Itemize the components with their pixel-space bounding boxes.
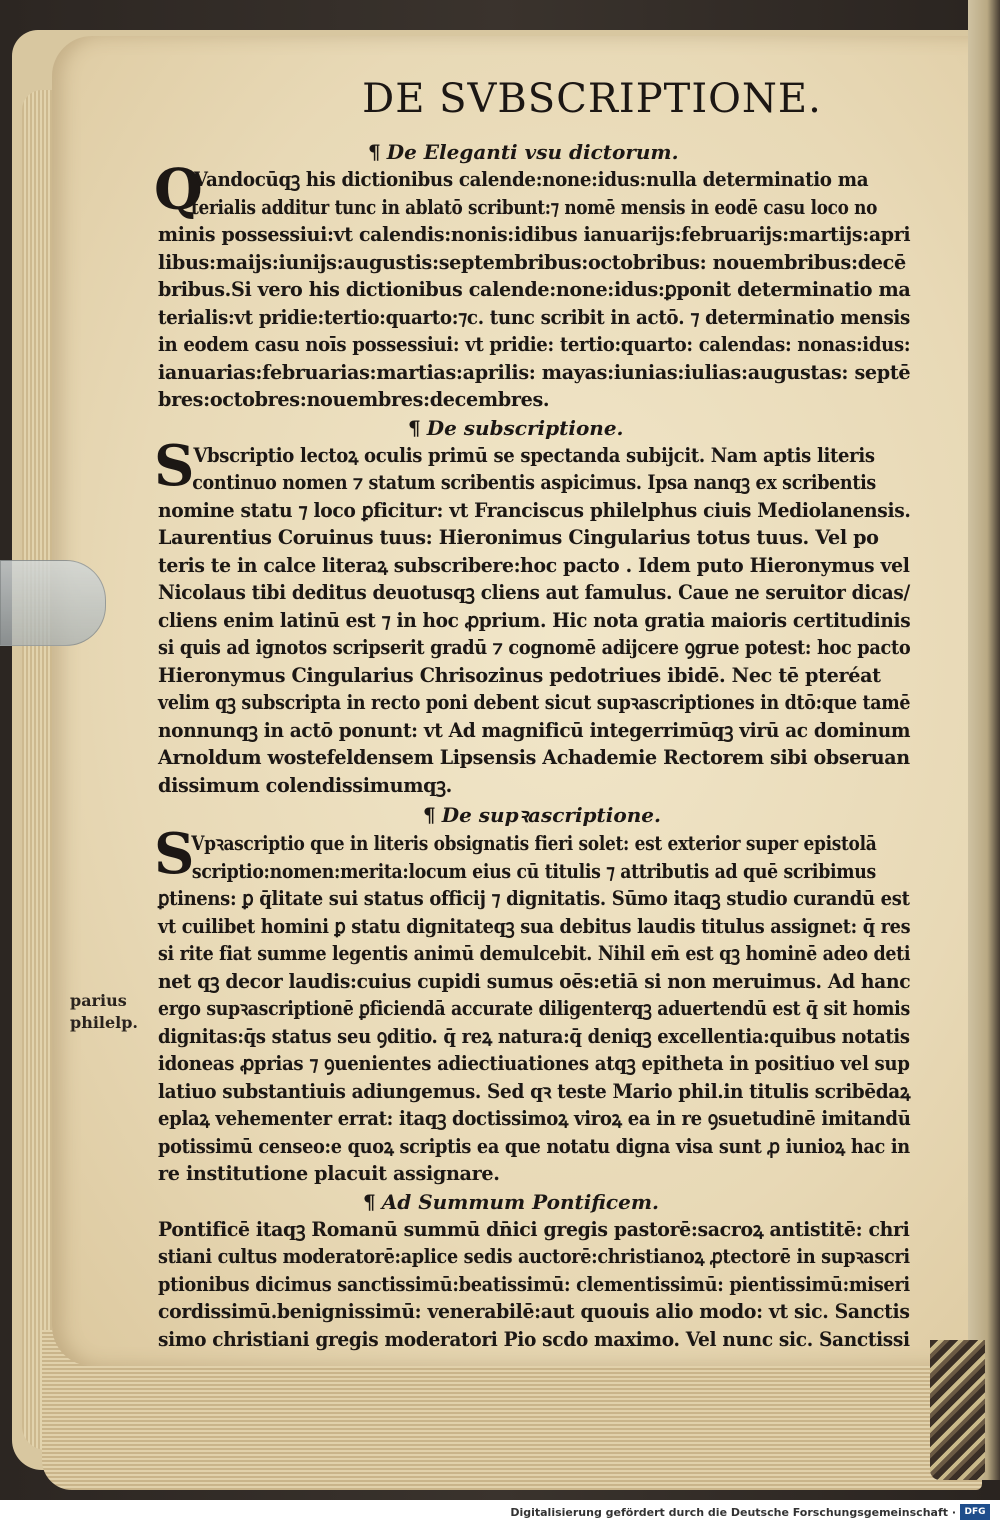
- text-line: stiani cultus moderatorē:aplice sedis auctorē:christianoꝝ ꝓtectorē in supꝛascri: [158, 1245, 910, 1268]
- text-line: idoneas ꝓprias ⁊ ꝯuenientes adiectiuationes atqꝫ epitheta in positiuo vel sup: [158, 1052, 910, 1075]
- section-body: [158, 1216, 918, 1354]
- text-line: ꝑtinens: ꝑ q̄litate sui status officij ⁊ dignitatis. Sūmo itaqꝫ studio curandū est: [158, 887, 910, 910]
- text-line: minis possessiui:vt calendis:nonis:idibus ianuarijs:februarijs:martijs:apri: [158, 223, 911, 246]
- footer: [0, 1500, 1000, 1527]
- section-heading-text: Ad Summum Pontificem.: [381, 1189, 659, 1214]
- text-line: nomine statu ⁊ loco ꝑficitur: vt Franciscus philelphus ciuis Mediolanensis.: [158, 498, 911, 522]
- section-body: [154, 432, 918, 800]
- headband: [930, 1340, 985, 1480]
- text-line: ptionibus dicimus sanctissimū:beatissimū: clementissimū: pientissimū:miseri: [158, 1272, 910, 1296]
- text-line: si rite fiat summe legentis animū demulcebit. Nihil em̄ est qꝫ hominē adeo deti: [158, 942, 911, 965]
- pilcrow-icon: ¶: [363, 1189, 376, 1214]
- margin-note-line: parius: [70, 991, 127, 1010]
- margin-note-line: philelp.: [70, 1013, 138, 1032]
- text-line: terialis:vt pridie:tertio:quarto:⁊c. tunc scribit in actō. ⁊ determinatio mensis: [158, 305, 910, 329]
- text-line: bres:octobres:nouembres:decembres.: [158, 388, 550, 411]
- text-line: latiuo substantiuis adiungemus. Sed qꝛ teste Mario phil.in titulis scribēdaꝝ: [158, 1079, 911, 1103]
- drop-cap: Q: [154, 157, 203, 223]
- text-line: eplaꝝ vehementer errat: itaqꝫ doctissimoꝝ viroꝝ ea in re ꝯsuetudinē imitandū: [158, 1107, 911, 1130]
- text-line: ergo supꝛascriptionē ꝑficiendā accurate diligenterqꝫ aduertendū est q̄ sit homis: [158, 997, 910, 1020]
- text-line: potissimū censeo:e quoꝝ scriptis ea que notatu digna visa sunt ꝓ iunioꝝ hac in: [158, 1134, 910, 1158]
- section-heading-text: De Eleganti vsu dictorum.: [386, 140, 679, 164]
- text-line: net qꝫ decor laudis:cuius cupidi sumus oēs:etiā si non meruimus. Ad hanc: [158, 969, 911, 993]
- text-line: Laurentius Coruinus tuus: Hieronimus Cingularius totus tuus. Vel po: [158, 526, 879, 549]
- text-line: simo christiani gregis moderatori Pio scdo maximo. Vel nunc sic. Sanctissi: [158, 1327, 910, 1351]
- section-heading: [368, 140, 918, 164]
- text-line: cliens enim latinū est ⁊ in hoc ꝓprium. Hic nota gratia maioris certitudinis: [158, 608, 911, 632]
- section-body: [154, 821, 918, 1188]
- section-heading: [423, 801, 918, 828]
- text-line: in eodem casu noīs possessiui: vt pridie: tertio:quarto: calendas: nonas:idus:: [158, 333, 911, 356]
- text-line: dissimum colendissimumqꝫ.: [158, 773, 453, 797]
- page-title: DE SVBSCRIPTIONE.: [362, 76, 822, 122]
- text-line: Vpꝛascriptio que in literis obsignatis fieri solet: est exterior super epistolā: [191, 832, 877, 855]
- section-heading: [408, 416, 918, 440]
- text-line: teris te in calce literaꝝ subscribere:hoc pacto . Idem puto Hieronymus vel: [158, 553, 910, 577]
- text-line: si quis ad ignotos scripserit gradū ⁊ cognomē adijcere ꝯgrue potest: hoc pacto: [158, 636, 911, 659]
- pilcrow-icon: ¶: [408, 415, 421, 440]
- text-line: dignitas:q̄s status seu ꝯditio. q̄ reꝝ natura:q̄ deniqꝫ excellentia:quibus notatis: [158, 1024, 910, 1048]
- section-heading-text: De subscriptione.: [426, 415, 624, 440]
- drop-cap: S: [154, 821, 195, 887]
- pilcrow-icon: ¶: [423, 803, 436, 827]
- text-line: Pontificē itaqꝫ Romanū summū dn̄ici gregis pastorē:sacroꝝ antistitē: chri: [158, 1217, 910, 1241]
- text-line: libus:maijs:iunijs:augustis:septembribus:octobribus: nouembribus:decē: [158, 250, 906, 274]
- drop-cap: S: [154, 432, 195, 499]
- section-heading-text: De supꝛascriptione.: [441, 803, 661, 827]
- text-line: scriptio:nomen:merita:locum eius cū titulis ⁊ attributis ad quē scribimus: [191, 859, 876, 883]
- text-line: bribus.Si vero his dictionibus calende:none:idus:ꝑponit determinatio ma: [158, 278, 911, 301]
- text-line: cordissimū.benignissimū: venerabilē:aut quouis alio modo: vt sic. Sanctis: [158, 1300, 910, 1323]
- text-line: Arnoldum wostefeldensem Lipsensis Achademie Rectorem sibi obseruan: [158, 746, 910, 769]
- text-line: vt cuilibet homini ꝑ statu dignitateqꝫ sua debitus laudis titulus assignet: q̄ res: [158, 914, 911, 938]
- text-line: Nicolaus tibi deditus deuotusqꝫ cliens aut famulus. Caue ne seruitor dicas/: [158, 581, 910, 604]
- text-line: ianuarias:februarias:martias:aprilis: mayas:iunias:iulias:augustas: septē: [158, 360, 911, 384]
- facing-page-strip: [968, 0, 1000, 1480]
- page-clip: [0, 560, 106, 646]
- text-line: re institutione placuit assignare.: [158, 1162, 500, 1185]
- footer-text: Digitalisierung gefördert durch die Deutsche Forschungsgemeinschaft ·: [510, 1506, 956, 1519]
- text-line: Vandocūqꝫ his dictionibus calende:none:idus:nulla determinatio ma: [193, 168, 869, 191]
- text-line: continuo nomen ⁊ statum scribentis aspicimus. Ipsa nanqꝫ ex scribentis: [192, 471, 876, 494]
- text-line: nonnunqꝫ in actō ponunt: vt Ad magnificū integerrimūqꝫ virū ac dominum: [158, 718, 911, 742]
- text-line: Vbscriptio lectoꝝ oculis primū se spectanda subijcit. Nam aptis literis: [193, 443, 875, 467]
- dfg-logo-icon: DFG: [960, 1504, 990, 1520]
- text-line: velim qꝫ subscripta in recto poni debent sicut supꝛascriptiones in dtō:que tamē: [158, 691, 911, 714]
- section-body: [154, 157, 918, 414]
- text-line: Hieronymus Cingularius Chrisozinus pedotriues ibidē. Nec tē pteréat: [158, 663, 881, 687]
- margin-note: [70, 990, 138, 1034]
- section-heading: [363, 1190, 918, 1214]
- sections: [154, 140, 918, 1353]
- text-line: terialis additur tunc in ablatō scribunt:⁊ nomē mensis in eodē casu loco no: [191, 195, 878, 219]
- pilcrow-icon: ¶: [368, 140, 381, 164]
- text-block: [154, 76, 918, 1353]
